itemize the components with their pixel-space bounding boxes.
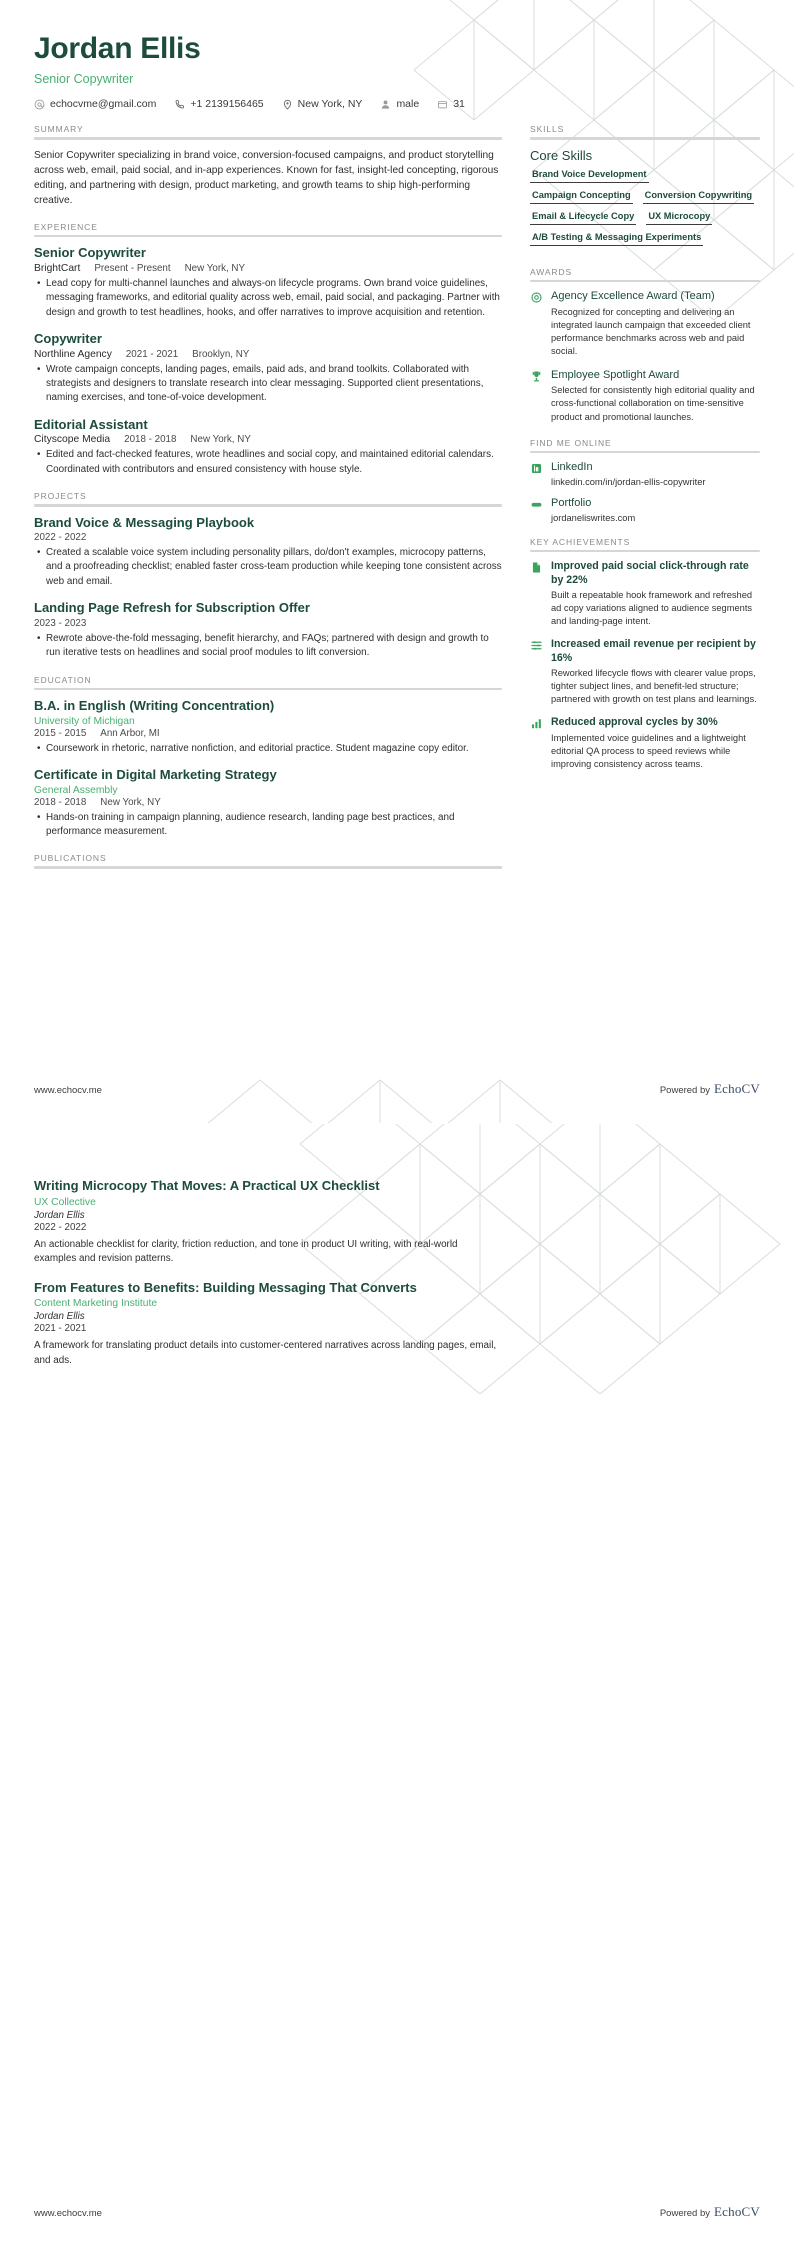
education-school: General Assembly (34, 784, 118, 796)
section-title-skills: SKILLS (530, 124, 565, 134)
education-location: New York, NY (100, 796, 161, 808)
education-degree: Certificate in Digital Marketing Strategy (34, 766, 277, 782)
section-publications-content (34, 1178, 502, 1368)
section-title-summary: SUMMARY (34, 124, 84, 134)
footer-brand: EchoCV (714, 2204, 760, 2219)
section-find-me-online (530, 438, 760, 523)
linkedin-icon (530, 461, 544, 475)
achievement-description: Built a repeatable hook framework and refreshed ad copy variations aligned to audience segments and landing-page intent. (551, 589, 753, 627)
education-item (34, 767, 502, 839)
contact-age-value: 31 (453, 98, 465, 110)
footer-powered-by (660, 2204, 760, 2220)
section-divider (530, 137, 760, 140)
right-column (530, 124, 760, 785)
award-description: Selected for consistently high editorial quality and cross-functional collaboration on time-sensitive product and promotional launches. (551, 385, 755, 422)
publication-title: From Features to Benefits: Building Messaging That Converts (34, 1279, 417, 1295)
publication-author: Jordan Ellis (34, 1311, 85, 1323)
page-title: Jordan Ellis (34, 32, 201, 65)
achievement-description: Reworked lifecycle flows with clearer value props, tighter subject lines, and benefit-led structure; partnered with growth on test plans and learnings. (551, 667, 757, 705)
experience-item (34, 331, 502, 406)
online-profile-label: Portfolio (551, 497, 592, 510)
experience-item (34, 417, 502, 477)
contact-location (282, 98, 363, 110)
person-icon (380, 99, 391, 110)
contact-email-value: echocvme@gmail.com (50, 98, 157, 110)
project-item (34, 515, 502, 590)
publication-dates: 2022 - 2022 (34, 1221, 87, 1233)
left-column-page2 (34, 1178, 502, 1382)
project-bullets (34, 546, 502, 589)
education-bullets (34, 811, 502, 840)
education-degree: B.A. in English (Writing Concentration) (34, 698, 275, 714)
publication-item (34, 1280, 502, 1369)
online-profile-label: LinkedIn (551, 461, 593, 474)
bullet: • Rewrote above-the-fold messaging, benefit hierarchy, and FAQs; partnered with design and growth to run iterative tests on headlines and social proof modules to lift conversion. (46, 632, 502, 661)
contact-phone-value: +1 2139156465 (190, 98, 264, 110)
experience-meta (34, 434, 502, 445)
award-item (530, 290, 760, 359)
skill-chip: Email & Lifecycle Copy (530, 211, 636, 225)
achievement-description: Implemented voice guidelines and a lightweight editorial QA process to speed reviews while improving consistency across teams. (551, 732, 746, 769)
footer-powered-by (660, 1081, 760, 1097)
skills-list (530, 169, 760, 253)
award-item (530, 369, 760, 424)
phone-icon (174, 99, 185, 110)
section-divider (34, 504, 502, 507)
location-pin-icon (282, 99, 293, 110)
section-awards (530, 267, 760, 424)
left-column (34, 124, 502, 883)
section-title-publications: PUBLICATIONS (34, 853, 107, 864)
contact-row (34, 98, 760, 110)
experience-bullets (34, 277, 502, 320)
award-name: Agency Excellence Award (Team) (551, 290, 715, 302)
footer-powered-prefix: Powered by (659, 1085, 711, 1096)
skill-chip: UX Microcopy (646, 211, 712, 225)
award-description: Recognized for concepting and delivering an integrated launch campaign that exceeded client performance benchmarks across web and paid social. (551, 306, 751, 357)
section-divider (530, 280, 760, 283)
education-location: Ann Arbor, MI (100, 727, 160, 739)
award-name: Employee Spotlight Award (551, 368, 680, 381)
contact-email[interactable] (34, 98, 156, 110)
page-footer-1 (34, 1081, 760, 1097)
skill-chip: Conversion Copywriting (643, 190, 754, 204)
education-school: University of Michigan (34, 715, 135, 727)
section-title-experience: EXPERIENCE (34, 221, 98, 232)
sliders-icon (530, 638, 544, 652)
experience-dates: 2018 - 2018 (124, 434, 177, 446)
section-divider (34, 137, 502, 140)
section-key-achievements (530, 537, 760, 771)
project-meta (34, 532, 502, 543)
section-summary (34, 124, 502, 208)
education-meta (34, 797, 502, 808)
education-meta (34, 728, 502, 739)
contact-phone[interactable] (174, 98, 263, 110)
project-dates: 2022 - 2022 (34, 532, 87, 544)
portfolio-icon (530, 497, 544, 511)
bullet: • Created a scalable voice system including personality pillars, do/don't examples, microcopy patterns, and a proofreading checklist; enabled faster cross-team production while keeping tone consistent across web and email. (46, 546, 502, 589)
experience-role: Senior Copywriter (34, 245, 146, 261)
section-title-awards: AWARDS (530, 266, 573, 277)
bullet: • Edited and fact-checked features, wrote headlines and social copy, and maintained editorial calendars. Coordinated with contributors and ensured consistency with house style. (46, 448, 502, 477)
footer-brand: EchoCV (714, 1081, 760, 1096)
publication-publisher: UX Collective (34, 1196, 96, 1208)
document-icon (530, 560, 544, 574)
section-divider (34, 688, 502, 691)
achievement-title: Reduced approval cycles by 30% (551, 716, 718, 729)
section-education (34, 675, 502, 840)
education-item (34, 698, 502, 756)
skill-chip: Campaign Concepting (530, 190, 633, 204)
page-footer-2 (34, 2204, 760, 2220)
project-name: Landing Page Refresh for Subscription Offer (34, 600, 310, 616)
publication-publisher: Content Marketing Institute (34, 1298, 158, 1310)
experience-location: New York, NY (184, 262, 246, 274)
publication-description: An actionable checklist for clarity, friction reduction, and tone in product UI writing, with real-world examples and revision patterns. (34, 1238, 458, 1265)
experience-company: Northline Agency (34, 348, 112, 360)
bar-chart-icon (530, 716, 544, 730)
online-profile-url[interactable]: jordaneliswrites.com (551, 512, 636, 523)
contact-gender (380, 98, 419, 110)
publication-title: Writing Microcopy That Moves: A Practical UX Checklist (34, 1178, 380, 1193)
header-role: Senior Copywriter (34, 72, 134, 86)
achievement-item (530, 716, 760, 771)
achievement-title: Increased email revenue per recipient by 16% (551, 638, 756, 664)
experience-bullets (34, 448, 502, 477)
footer-powered-prefix: Powered by (659, 2208, 711, 2219)
publication-author: Jordan Ellis (34, 1209, 85, 1221)
section-divider (34, 866, 502, 869)
publication-description: A framework for translating product details into customer-centered narratives across landing pages, email, and ads. (34, 1340, 497, 1366)
experience-role: Editorial Assistant (34, 416, 148, 432)
section-divider (530, 451, 760, 454)
project-dates: 2023 - 2023 (34, 617, 87, 629)
experience-meta (34, 263, 502, 274)
online-profile-item[interactable] (530, 461, 760, 487)
bullet: • Lead copy for multi-channel launches and always-on lifecycle programs. Own brand voice guidelines, messaging frameworks, and editorial quality across web, email, paid social, and packaging. Partner with design and growth to test headlines, hooks, and offer narratives to improve acquisition and retention. (46, 277, 502, 320)
project-item (34, 600, 502, 660)
experience-meta (34, 349, 502, 360)
project-bullets (34, 632, 502, 661)
experience-bullets (34, 363, 502, 406)
email-icon (34, 99, 45, 110)
project-meta (34, 618, 502, 629)
achievement-item (530, 638, 760, 706)
contact-age (437, 98, 465, 110)
achievement-title: Improved paid social click-through rate by 22% (551, 560, 749, 586)
publication-item (34, 1178, 502, 1267)
contact-gender-value: male (396, 98, 420, 110)
experience-dates: 2021 - 2021 (125, 348, 179, 360)
summary-text: Senior Copywriter specializing in brand voice, conversion-focused campaigns, and product storytelling across web, email, paid social, and in-app experiences. Known for fast, insight-led concepting, rigorous editing, and partnering with design, product marketing, and growth teams to ship high-performing creative. (34, 149, 499, 206)
education-bullets (34, 742, 502, 756)
section-divider (530, 550, 760, 553)
resume-page-2 (0, 1123, 794, 2246)
award-medal-icon (530, 290, 544, 304)
experience-location: New York, NY (190, 434, 251, 446)
experience-item (34, 245, 502, 320)
section-title-find-me-online: FIND ME ONLINE (530, 437, 612, 448)
section-divider (34, 235, 502, 238)
section-title-key-achievements: KEY ACHIEVEMENTS (530, 536, 631, 547)
bullet: • Coursework in rhetoric, narrative nonfiction, and editorial practice. Student magazine copy editor. (46, 742, 502, 756)
section-experience (34, 222, 502, 477)
online-profile-url[interactable]: linkedin.com/in/jordan-ellis-copywriter (551, 477, 706, 488)
bullet: • Hands-on training in campaign planning, audience research, landing page best practices, and performance measurement. (46, 811, 502, 840)
section-skills (530, 124, 760, 253)
calendar-icon (437, 99, 448, 110)
education-dates: 2018 - 2018 (34, 796, 87, 808)
footer-site-url[interactable]: www.echocv.me (34, 1085, 102, 1096)
bullet: • Wrote campaign concepts, landing pages, emails, paid ads, and brand toolkits. Collaborated with strategists and designers to translate research into clear messaging. Supported client presentations, naming exercises, and tone-of-voice development. (46, 363, 502, 406)
skill-chip: Brand Voice Development (530, 169, 649, 183)
experience-company: BrightCart (34, 262, 81, 274)
project-name: Brand Voice & Messaging Playbook (34, 514, 255, 530)
section-publications-header (34, 853, 502, 869)
skill-chip: A/B Testing & Messaging Experiments (530, 232, 703, 246)
skills-group-title: Core Skills (530, 147, 593, 163)
publication-dates: 2021 - 2021 (34, 1323, 87, 1335)
trophy-icon (530, 369, 544, 383)
section-title-education: EDUCATION (34, 674, 92, 685)
experience-location: Brooklyn, NY (192, 348, 250, 360)
education-dates: 2015 - 2015 (34, 727, 87, 739)
experience-role: Copywriter (34, 331, 102, 347)
section-projects (34, 491, 502, 660)
experience-dates: Present - Present (94, 262, 171, 274)
contact-location-value: New York, NY (297, 98, 363, 110)
online-profile-item[interactable] (530, 497, 760, 523)
experience-company: Cityscope Media (34, 434, 111, 446)
footer-site-url[interactable]: www.echocv.me (34, 2208, 102, 2219)
achievement-item (530, 560, 760, 628)
resume-header (34, 0, 760, 110)
section-title-projects: PROJECTS (34, 491, 87, 502)
